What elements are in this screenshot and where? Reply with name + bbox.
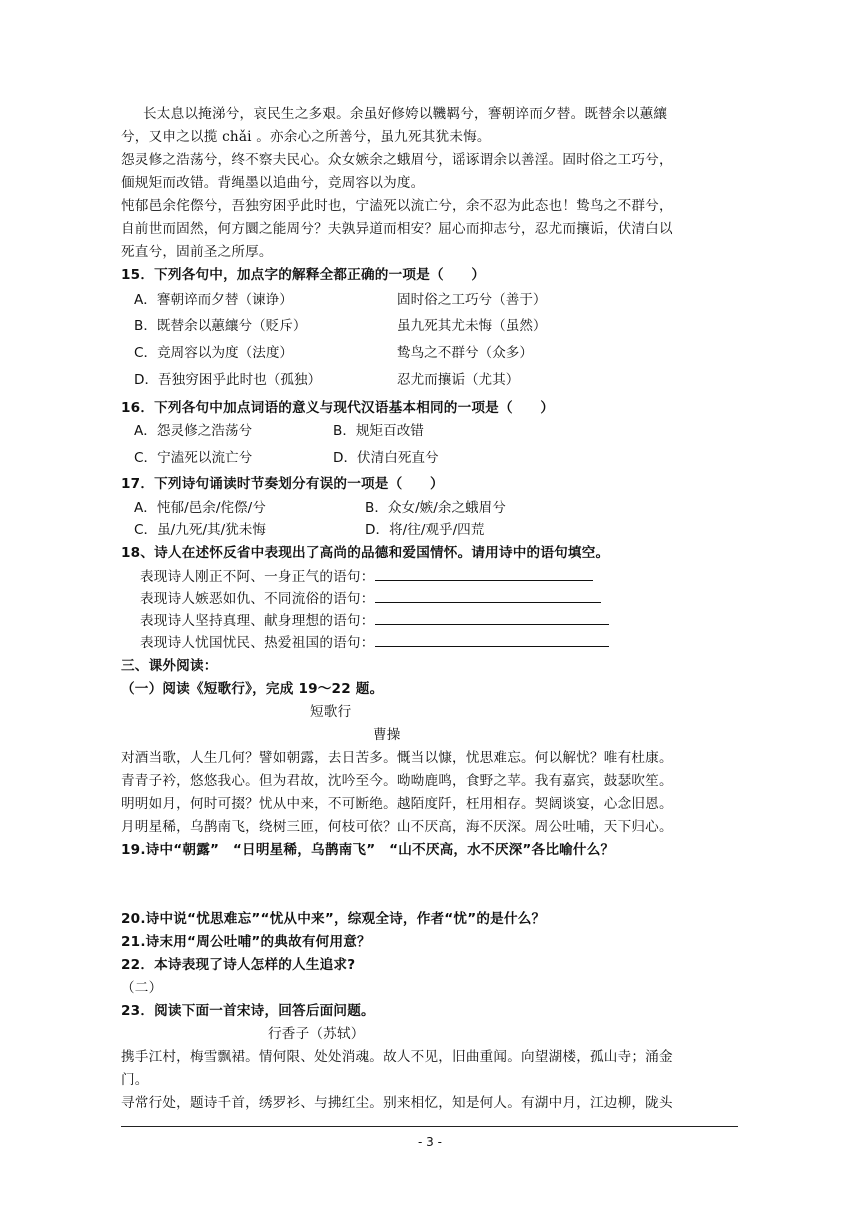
subsection-heading: （一）阅读《短歌行》，完成 19～22 题。 — [121, 681, 384, 697]
question-23: 23．阅读下面一首宋诗，回答后面问题。 — [121, 1003, 375, 1019]
fill-in-row — [140, 588, 601, 609]
poem-line: 对酒当歌，人生几何？譬如朝露，去日苦多。慨当以慷，忧思难忘。何以解忧？唯有杜康。 — [121, 750, 673, 766]
question-15-stem: 15．下列各句中，加点字的解释全都正确的一项是（ ） — [121, 267, 486, 283]
question-17-stem: 17．下列诗句诵读时节奏划分有误的一项是（ ） — [121, 476, 444, 492]
question-20: 20.诗中说“忧思难忘”“忧从中来”，综观全诗，作者“忧”的是什么？ — [121, 911, 546, 927]
poem-line: 长太息以掩涕兮，哀民生之多艰。余虽好修姱以鞿羁兮，謇朝谇而夕替。既替余以蕙纕 — [143, 106, 668, 122]
q17-option-a: A．忳郁/邑余/侘傺/兮 — [134, 500, 266, 516]
q16-option-d: D．伏清白死直兮 — [333, 450, 439, 466]
poem-title: 行香子（苏轼） — [268, 1026, 365, 1042]
poem-line: 寻常行处，题诗千首，绣罗衫、与拂红尘。别来相忆，知是何人。有湖中月，江边柳，陇头 — [121, 1095, 673, 1111]
q15-option-c: C．竞周容以为度（法度） — [134, 345, 294, 361]
poem-line: 门。 — [121, 1072, 149, 1088]
answer-blank[interactable] — [375, 588, 601, 603]
fill-in-label: 表现诗人嫉恶如仇、不同流俗的语句： — [140, 591, 375, 607]
q17-option-d: D．将/往/观乎/四荒 — [365, 522, 485, 538]
q15-option-a2: 固时俗之工巧兮（善于） — [397, 292, 547, 308]
q16-option-c: C．宁溘死以流亡兮 — [134, 450, 253, 466]
fill-in-label: 表现诗人刚正不阿、一身正气的语句： — [140, 569, 375, 585]
q17-option-b: B．众女/嫉/余之蛾眉兮 — [365, 500, 506, 516]
footer-divider — [121, 1126, 738, 1127]
poem-line: 明明如月，何时可掇？忧从中来，不可断绝。越陌度阡，枉用相存。契阔谈宴，心念旧恩。 — [121, 796, 673, 812]
question-19: 19.诗中“朝露” “日明星稀，乌鹊南飞” “山不厌高，水不厌深”各比喻什么？ — [121, 842, 615, 858]
q15-option-a: A．謇朝谇而夕替（谏诤） — [134, 292, 293, 308]
fill-in-label: 表现诗人忧国忧民、热爱祖国的语句： — [140, 635, 375, 651]
poem-line: 月明星稀，乌鹊南飞，绕树三匝，何枝可依？山不厌高，海不厌深。周公吐哺，天下归心。 — [121, 819, 673, 835]
q15-option-b: B．既替余以蕙纕兮（贬斥） — [134, 318, 307, 334]
q15-option-c2: 鸷鸟之不群兮（众多） — [397, 345, 533, 361]
poem-title: 短歌行 — [310, 704, 352, 720]
q15-option-b2: 虽九死其尤未悔（虽然） — [397, 318, 547, 334]
page-number: - 3 - — [418, 1135, 442, 1149]
q15-option-d: D．吾独穷困乎此时也（孤独） — [134, 372, 322, 388]
question-18-stem: 18、诗人在述怀反省中表现出了高尚的品德和爱国情怀。请用诗中的语句填空。 — [121, 545, 610, 561]
poem-author: 曹操 — [373, 727, 401, 743]
fill-in-row — [140, 610, 609, 631]
q16-option-a: A．怨灵修之浩荡兮 — [134, 423, 253, 439]
fill-in-row — [140, 566, 593, 587]
q16-option-b: B．规矩百改错 — [333, 423, 424, 439]
poem-line: 忳郁邑余侘傺兮，吾独穷困乎此时也，宁溘死以流亡兮，余不忍为此态也！鸷鸟之不群兮， — [121, 198, 673, 214]
poem-line: 怨灵修之浩荡兮，终不察夫民心。众女嫉余之蛾眉兮，谣诼谓余以善淫。固时俗之工巧兮， — [121, 152, 673, 168]
q15-option-d2: 忍尤而攘诟（尤其） — [397, 372, 520, 388]
poem-line: 偭规矩而改错。背绳墨以追曲兮，竞周容以为度。 — [121, 175, 425, 191]
subsection-heading: （二） — [121, 980, 163, 996]
poem-line: 兮，又申之以揽 chǎi 。亦余心之所善兮，虽九死其犹未悔。 — [121, 129, 491, 145]
answer-blank[interactable] — [375, 566, 593, 581]
poem-line: 携手江村，梅雪飘裙。情何限、处处消魂。故人不见，旧曲重闻。向望湖楼，孤山寺；涌金 — [121, 1049, 673, 1065]
fill-in-label: 表现诗人坚持真理、献身理想的语句： — [140, 613, 375, 629]
answer-blank[interactable] — [375, 610, 609, 625]
answer-blank[interactable] — [375, 632, 609, 647]
question-21: 21.诗末用“周公吐哺”的典故有何用意？ — [121, 934, 371, 950]
q17-option-c: C．虽/九死/其/犹未悔 — [134, 522, 266, 538]
poem-line: 青青子衿，悠悠我心。但为君故，沈吟至今。呦呦鹿鸣，食野之苹。我有嘉宾，鼓瑟吹笙。 — [121, 773, 673, 789]
poem-line: 死直兮，固前圣之所厚。 — [121, 244, 273, 260]
fill-in-row — [140, 632, 609, 653]
section-heading: 三、课外阅读： — [121, 658, 218, 674]
question-22: 22．本诗表现了诗人怎样的人生追求? — [121, 957, 356, 973]
question-16-stem: 16．下列各句中加点词语的意义与现代汉语基本相同的一项是（ ） — [121, 400, 555, 416]
poem-line: 自前世而固然，何方圜之能周兮？夫孰异道而相安？屈心而抑志兮，忍尤而攘诟，伏清白以 — [121, 221, 673, 237]
